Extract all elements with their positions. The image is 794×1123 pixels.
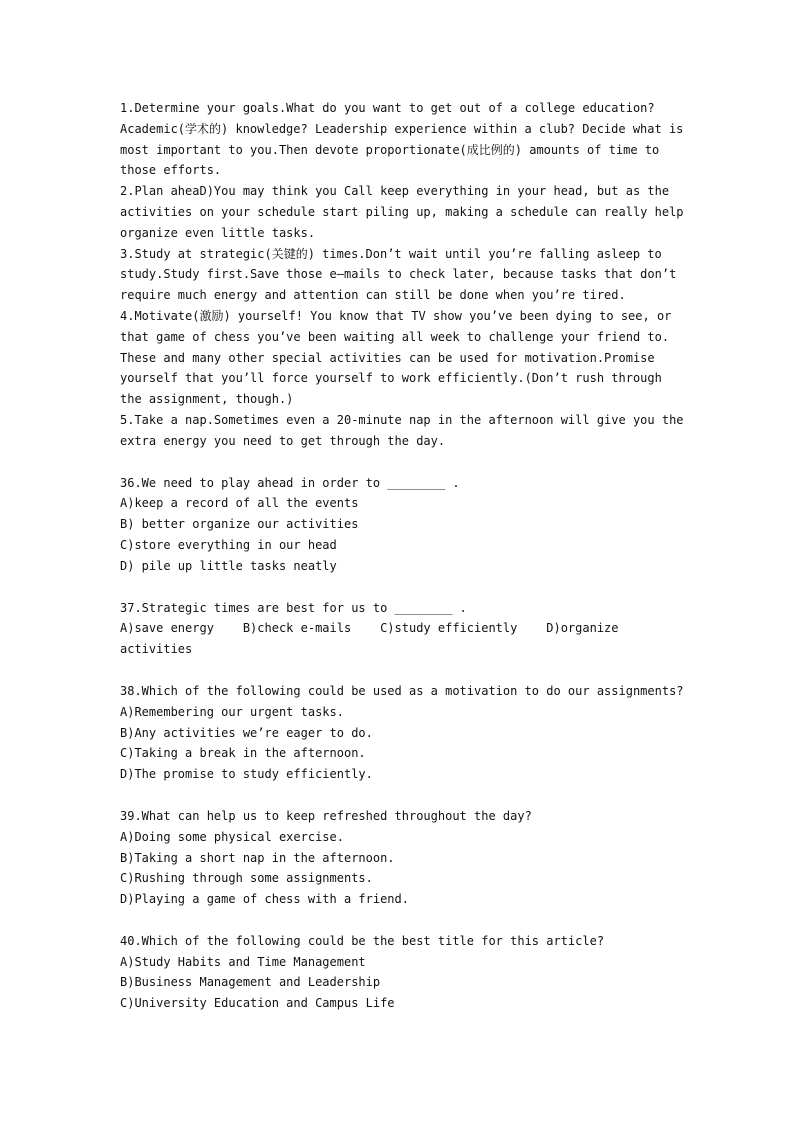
answer-option: C)Taking a break in the afternoon. — [120, 746, 366, 761]
question-stem: 40.Which of the following could be the best title for this article? — [120, 933, 605, 948]
passage-line: Academic(学术的) knowledge? Leadership experience within a club? Decide what is — [120, 121, 684, 136]
section-spacer — [120, 785, 680, 806]
answer-option: A)Doing some physical exercise. — [120, 829, 344, 844]
question-38 — [120, 681, 684, 785]
passage-line: yourself that you’ll force yourself to work efficiently.(Don’t rush through — [120, 371, 662, 386]
question-stem: 36.We need to play ahead in order to ________ . — [120, 475, 460, 490]
document-page — [120, 98, 684, 1014]
answer-option: C)store everything in our head — [120, 537, 337, 552]
passage-line: These and many other special activities can be used for motivation.Promise — [120, 350, 655, 365]
passage-line: organize even little tasks. — [120, 225, 316, 240]
passage-paragraph-3 — [120, 244, 680, 306]
passage-paragraph-5 — [120, 410, 684, 452]
answer-option: A)Remembering our urgent tasks. — [120, 704, 344, 719]
passage-line: 5.Take a nap.Sometimes even a 20-minute nap in the afternoon will give you the — [120, 412, 684, 427]
answer-option: D) pile up little tasks neatly — [120, 558, 337, 573]
passage-line: study.Study first.Save those e—mails to check later, because tasks that don’t — [120, 267, 677, 282]
section-spacer — [120, 577, 680, 598]
passage-line: activities on your schedule start piling up, making a schedule can really help — [120, 204, 684, 219]
passage-line: 3.Study at strategic(关键的) times.Don’t wait until you’re falling asleep to — [120, 246, 662, 261]
section-spacer — [120, 452, 680, 473]
passage-line: that game of chess you’ve been waiting all week to challenge your friend to. — [120, 329, 670, 344]
question-stem: 38.Which of the following could be used as a motivation to do our assignments? — [120, 683, 684, 698]
answer-option: C)Rushing through some assignments. — [120, 871, 373, 886]
answer-option: D)Playing a game of chess with a friend. — [120, 892, 409, 907]
answer-option: B) better organize our activities — [120, 517, 359, 532]
passage-line: require much energy and attention can still be done when you’re tired. — [120, 288, 626, 303]
passage-paragraph-2 — [120, 181, 684, 243]
passage-line: 2.Plan aheaD)You may think you Call keep everything in your head, but as the — [120, 184, 670, 199]
answer-option: A)Study Habits and Time Management — [120, 954, 366, 969]
answer-option: B)Any activities we’re eager to do. — [120, 725, 373, 740]
passage-paragraph-4 — [120, 306, 680, 410]
passage-line: most important to you.Then devote proportionate(成比例的) amounts of time to — [120, 142, 660, 157]
passage-line: those efforts. — [120, 163, 222, 178]
answer-options-row: A)save energy B)check e-mails C)study efficiently D)organize — [120, 621, 619, 636]
reading-passage — [120, 98, 684, 452]
passage-line: extra energy you need to get through the day. — [120, 433, 446, 448]
question-stem: 39.What can help us to keep refreshed throughout the day? — [120, 808, 532, 823]
question-39 — [120, 806, 680, 910]
question-stem: 37.Strategic times are best for us to ________ . — [120, 600, 467, 615]
answer-option: B)Business Management and Leadership — [120, 975, 381, 990]
question-40 — [120, 931, 680, 1014]
question-36 — [120, 473, 680, 577]
answer-option: A)keep a record of all the events — [120, 496, 359, 511]
passage-line: the assignment, though.) — [120, 392, 294, 407]
passage-line: 4.Motivate(激励) yourself! You know that TV show you’ve been dying to see, or — [120, 308, 672, 323]
answer-option-continuation: activities — [120, 642, 193, 657]
answer-option: D)The promise to study efficiently. — [120, 767, 373, 782]
passage-line: 1.Determine your goals.What do you want to get out of a college education? — [120, 101, 655, 115]
passage-paragraph-1 — [120, 98, 684, 181]
question-37 — [120, 598, 680, 660]
answer-option: C)University Education and Campus Life — [120, 996, 395, 1011]
section-spacer — [120, 910, 680, 931]
section-spacer — [120, 660, 680, 681]
answer-option: B)Taking a short nap in the afternoon. — [120, 850, 395, 865]
